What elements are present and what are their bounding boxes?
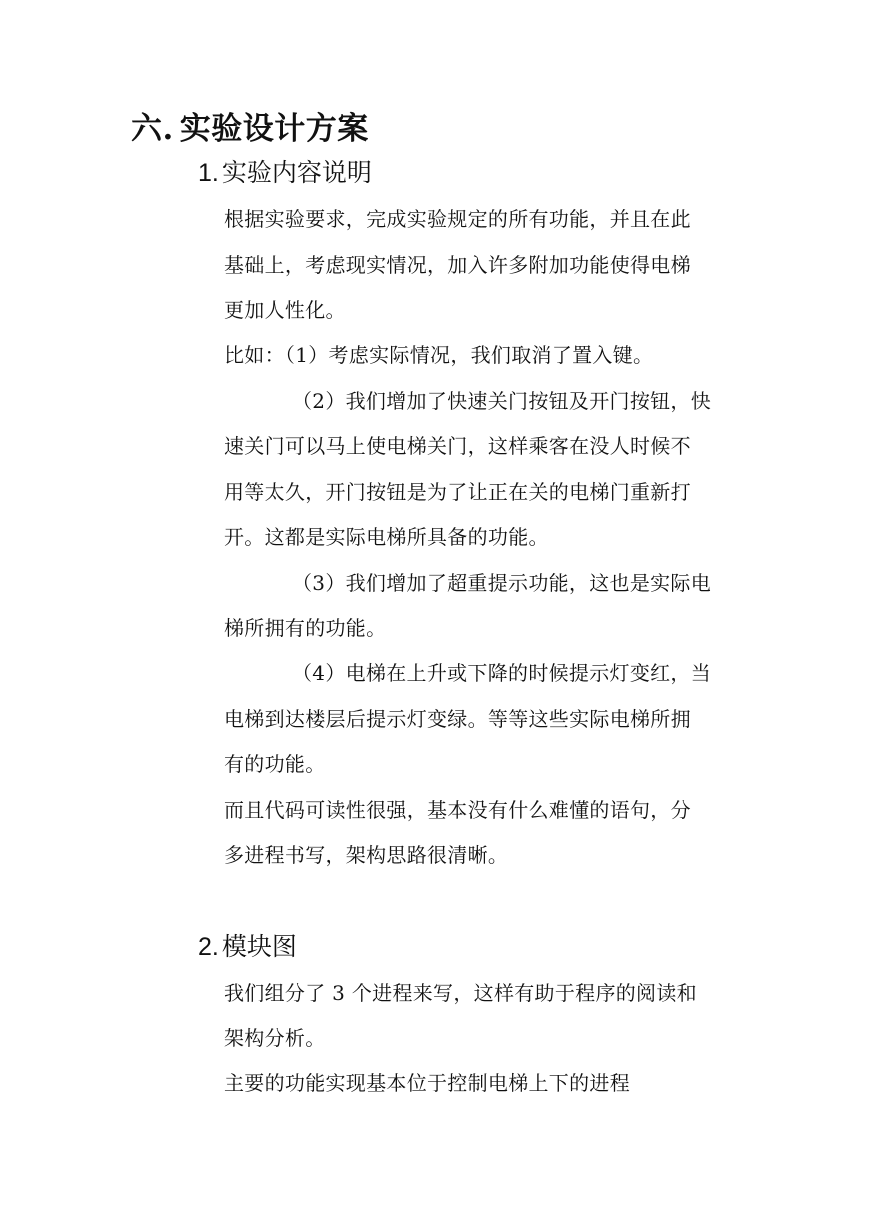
paragraph-line: 而且代码可读性很强，基本没有什么难懂的语句，分 xyxy=(224,798,691,822)
subsection-number: 1. xyxy=(198,159,219,187)
section-title: 实验设计方案 xyxy=(179,111,369,147)
paragraph-line: 架构分析。 xyxy=(224,1026,326,1050)
paragraph-line: 更加人性化。 xyxy=(224,298,346,322)
paragraph-line: 用等太久，开门按钮是为了让正在关的电梯门重新打 xyxy=(224,480,691,504)
paragraph-line: 根据实验要求，完成实验规定的所有功能，并且在此 xyxy=(224,207,691,231)
paragraph-line: 开。这都是实际电梯所具备的功能。 xyxy=(224,525,549,549)
paragraph-line: 我们组分了 3 个进程来写，这样有助于程序的阅读和 xyxy=(224,981,697,1005)
section-number: 六. xyxy=(131,111,174,147)
subsection-number: 2. xyxy=(198,933,219,961)
subsection-title: 模块图 xyxy=(221,932,297,961)
paragraph-line: 电梯到达楼层后提示灯变绿。等等这些实际电梯所拥 xyxy=(224,707,691,731)
paragraph-line: 比如：（1）考虑实际情况，我们取消了置入键。 xyxy=(224,343,654,367)
paragraph-line: （2）我们增加了快速关门按钮及开门按钮，快 xyxy=(292,389,712,413)
paragraph-line: 基础上，考虑现实情况，加入许多附加功能使得电梯 xyxy=(224,253,691,277)
paragraph-line: （4）电梯在上升或下降的时候提示灯变红，当 xyxy=(292,661,712,685)
subsection-title: 实验内容说明 xyxy=(221,158,372,187)
paragraph-line: 梯所拥有的功能。 xyxy=(224,616,387,640)
subsection-heading-2 xyxy=(198,928,297,966)
subsection-heading-1 xyxy=(198,154,372,192)
section-heading xyxy=(131,106,369,152)
paragraph-line: 有的功能。 xyxy=(224,752,326,776)
paragraph-line: 多进程书写，架构思路很清晰。 xyxy=(224,843,509,867)
paragraph-line: 主要的功能实现基本位于控制电梯上下的进程 xyxy=(224,1071,630,1095)
paragraph-line: （3）我们增加了超重提示功能，这也是实际电 xyxy=(292,571,712,595)
paragraph-line: 速关门可以马上使电梯关门，这样乘客在没人时候不 xyxy=(224,434,691,458)
